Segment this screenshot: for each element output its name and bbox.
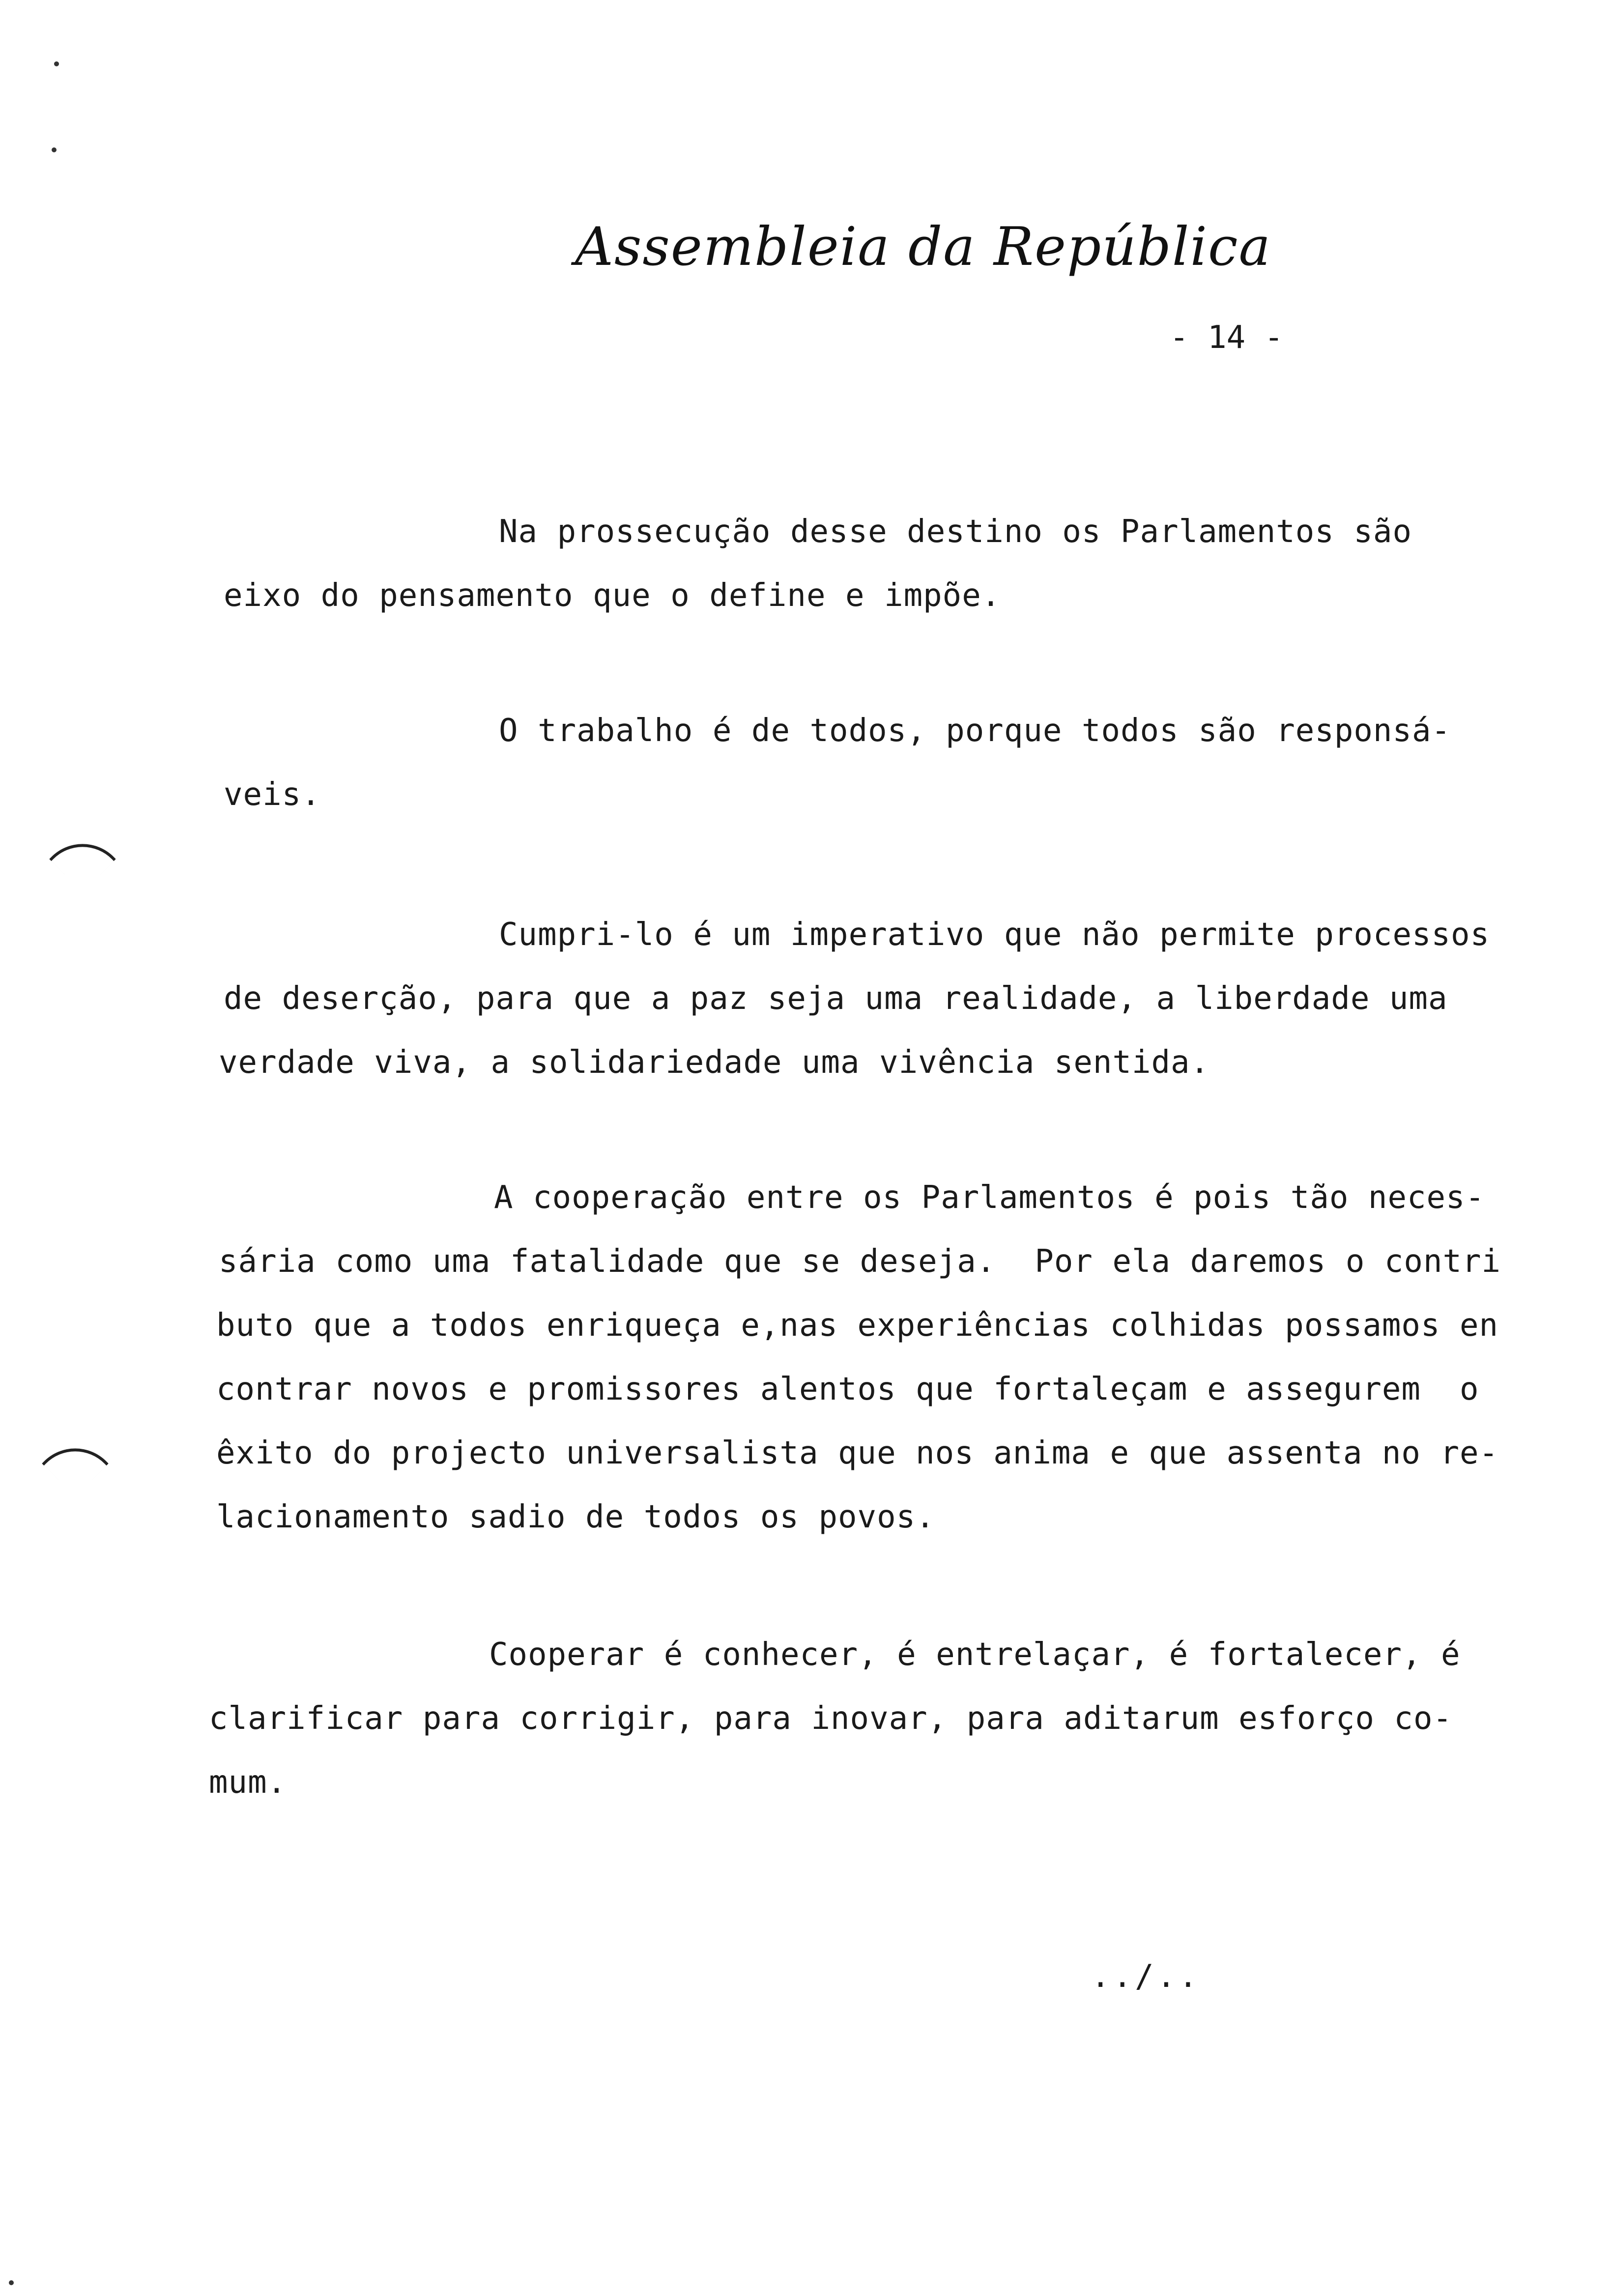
- paragraph-3-line-2: de deserção, para que a paz seja uma realidade, a liberdade uma: [224, 980, 1448, 1017]
- paragraph-4-line-1: A cooperação entre os Parlamentos é pois tão neces-: [494, 1179, 1485, 1216]
- speck: [52, 147, 57, 152]
- letterhead: Assembleia da República: [575, 216, 1271, 278]
- continuation-mark: ../..: [1091, 1958, 1201, 1995]
- paragraph-5-line-2: clarificar para corrigir, para inovar, para aditarum esforço co-: [209, 1700, 1452, 1737]
- paragraph-4-line-2: sária como uma fatalidade que se deseja. Por ela daremos o contri: [219, 1243, 1501, 1280]
- paragraph-3-line-1: Cumpri-lo é um imperativo que não permite processos: [499, 917, 1490, 953]
- punch-hole-mark-top: [49, 826, 116, 892]
- paragraph-4-line-3: buto que a todos enriqueça e,nas experiências colhidas possamos en: [216, 1307, 1499, 1344]
- speck: [54, 61, 59, 66]
- paragraph-4-line-4: contrar novos e promissores alentos que fortaleçam e assegurem o: [216, 1371, 1479, 1407]
- page-number: - 14 -: [1170, 319, 1284, 356]
- punch-hole-mark-bottom: [42, 1430, 109, 1497]
- paragraph-4-line-5: êxito do projecto universalista que nos anima e que assenta no re-: [216, 1435, 1499, 1471]
- paragraph-1-line-2: eixo do pensamento que o define e impõe.: [224, 577, 1001, 614]
- paragraph-2-line-2: veis.: [224, 776, 321, 813]
- paragraph-5-line-1: Cooperar é conhecer, é entrelaçar, é fortalecer, é: [489, 1636, 1461, 1673]
- speck: [9, 2280, 14, 2285]
- paragraph-2-line-1: O trabalho é de todos, porque todos são responsá-: [499, 713, 1451, 749]
- paragraph-1-line-1: Na prossecução desse destino os Parlamentos são: [499, 514, 1412, 550]
- paragraph-5-line-3: mum.: [209, 1764, 287, 1801]
- paragraph-3-line-3: verdade viva, a solidariedade uma vivência sentida.: [219, 1044, 1210, 1081]
- paragraph-4-line-6: lacionamento sadio de todos os povos.: [216, 1499, 935, 1535]
